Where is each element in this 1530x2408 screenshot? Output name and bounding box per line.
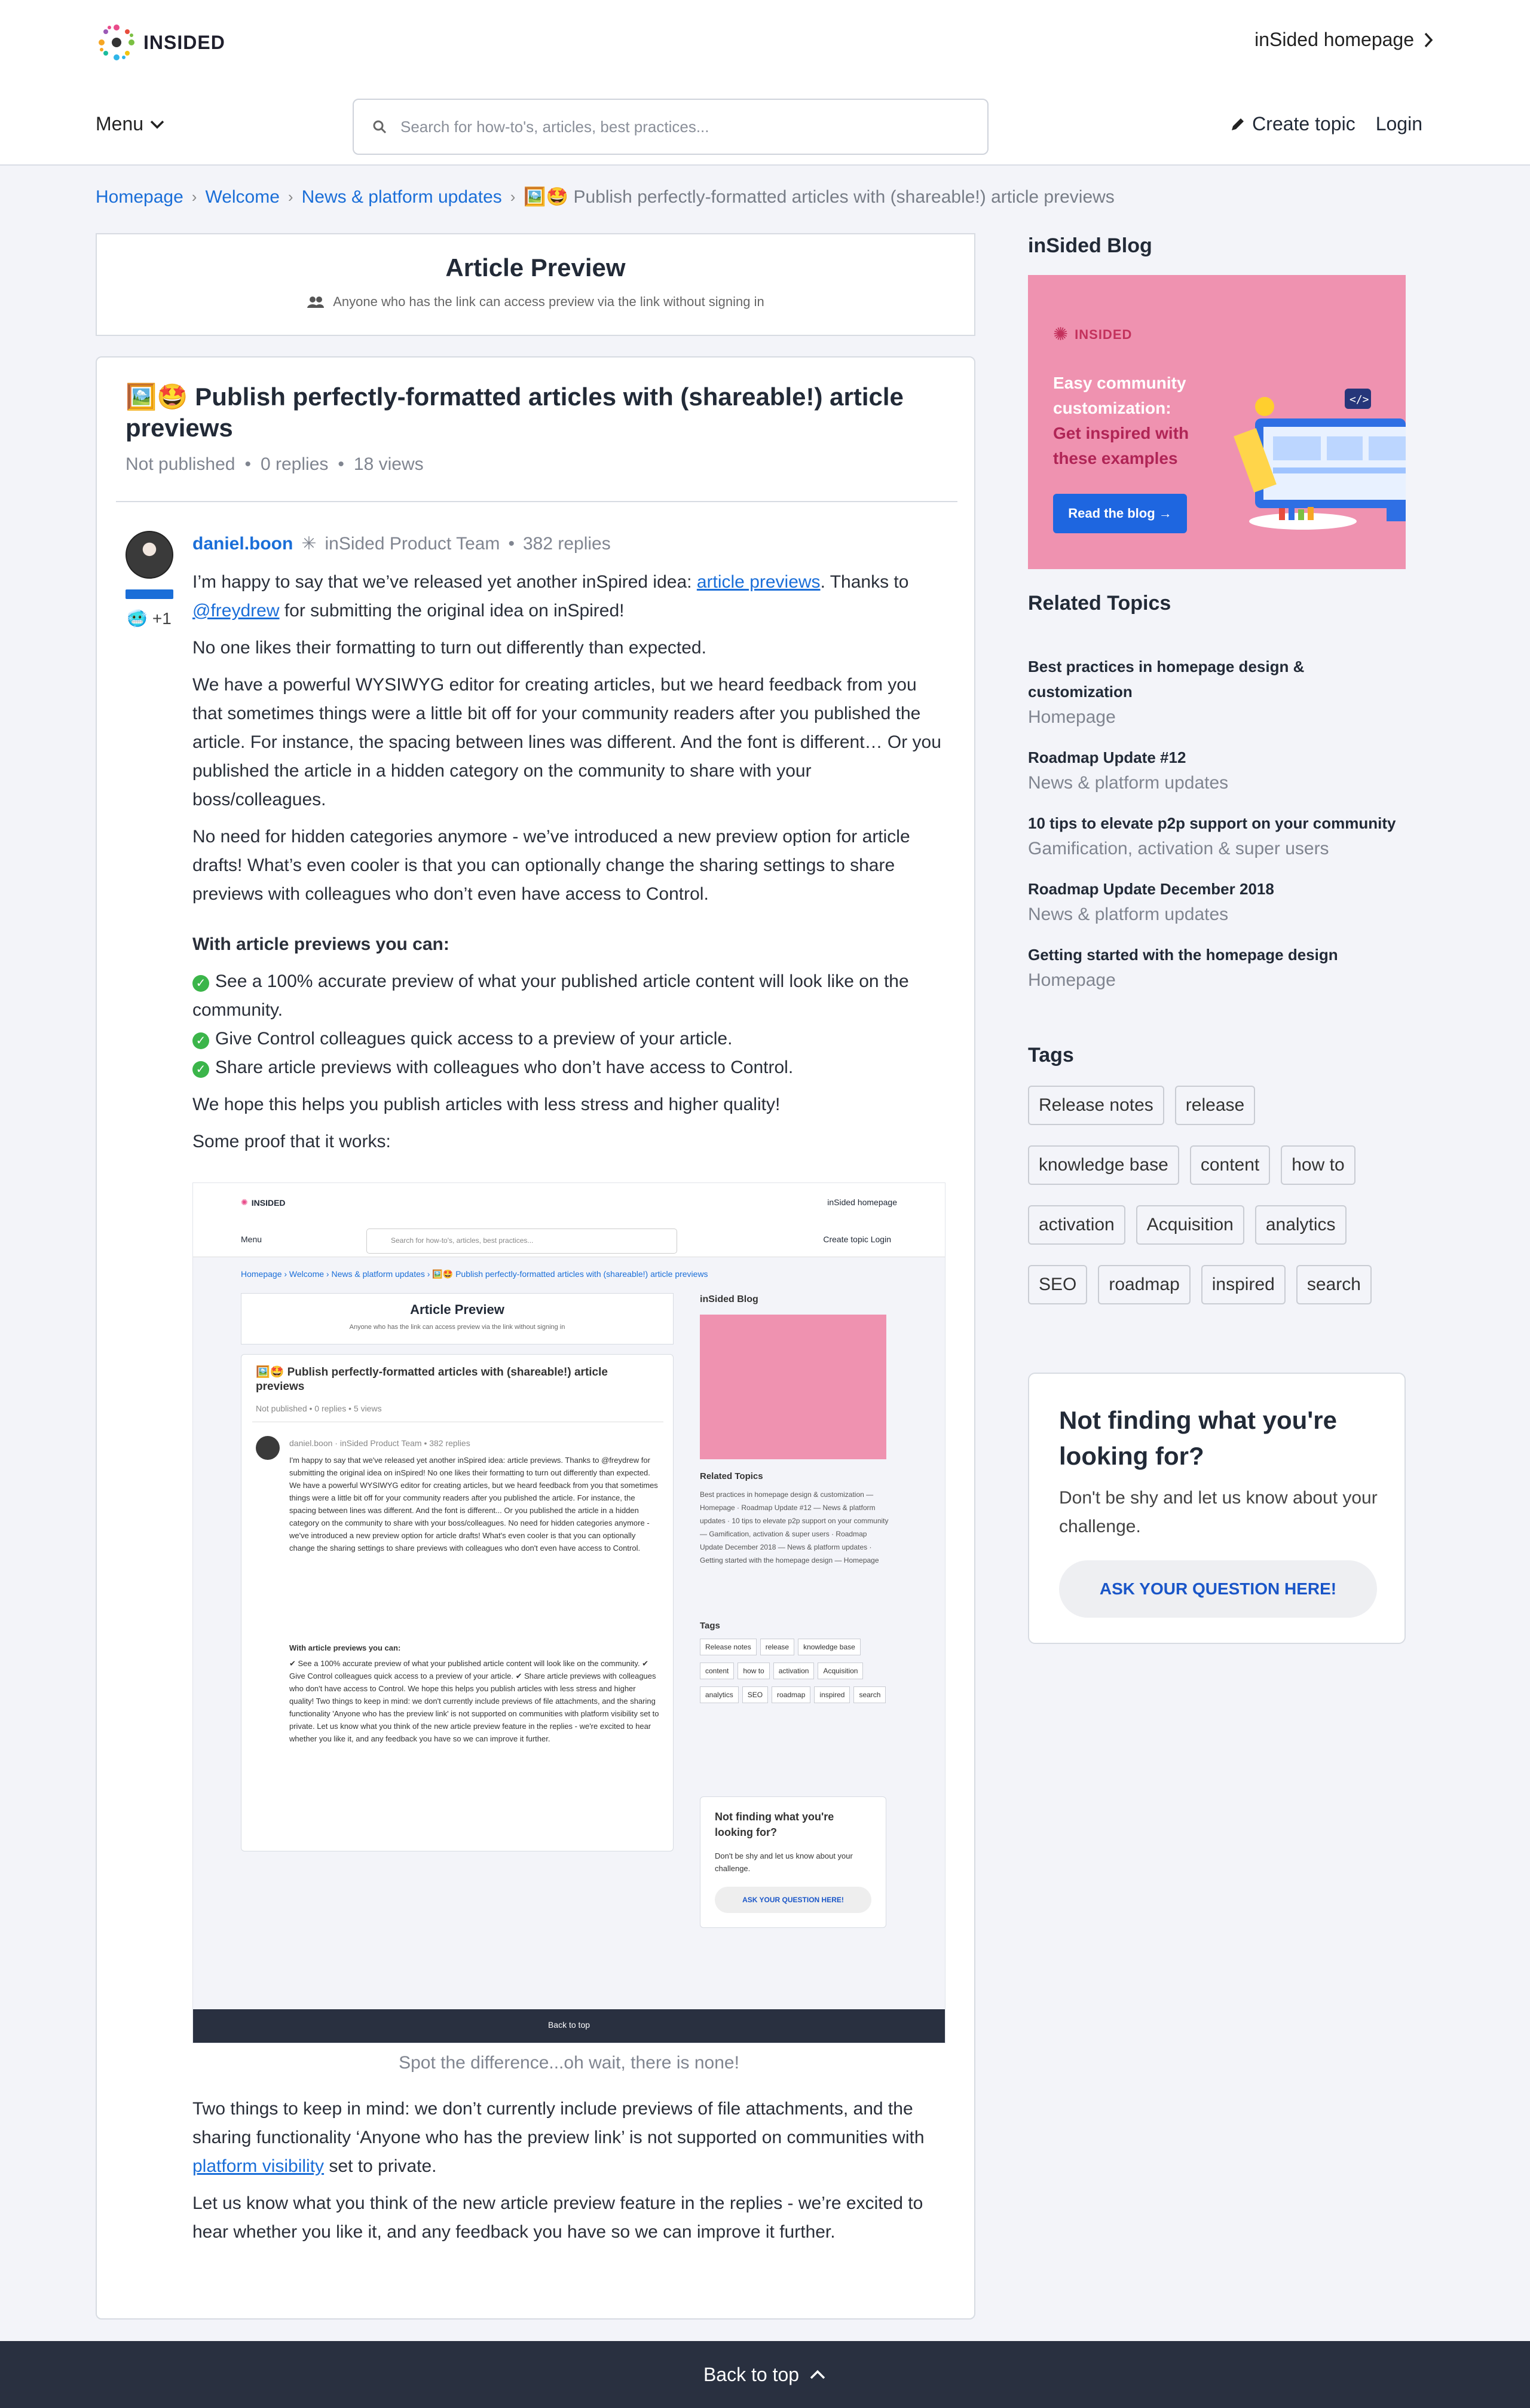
text: I’m happy to say that we’ve released yet another inSpired idea:	[192, 572, 697, 592]
breadcrumb	[96, 187, 1115, 207]
blog-logo	[1053, 324, 1132, 345]
screenshot-caption: Spot the difference...oh wait, there is none!	[399, 2053, 739, 2073]
mini-tag: SEO	[742, 1686, 768, 1703]
homepage-link-label: inSided homepage	[1254, 29, 1414, 50]
login-button[interactable]: Login	[1375, 113, 1422, 135]
mini-preview-note: Anyone who has the link can access preview via the link without signing in	[349, 1324, 565, 1331]
paragraph	[192, 568, 945, 625]
tag-activation[interactable]: activation	[1028, 1205, 1125, 1245]
article-preview-banner	[96, 233, 975, 336]
related-topic-category[interactable]: News & platform updates	[1028, 904, 1229, 924]
reaction-count[interactable]	[127, 609, 172, 628]
text: Two things to keep in mind: we don’t currently include previews of file attachments, and the sharing functionality ‘Anyone who has the preview link’ is not supported on communities with	[192, 2099, 925, 2147]
tag-release[interactable]: release	[1175, 1086, 1255, 1125]
read-blog-button[interactable]: Read the blog →	[1053, 494, 1187, 533]
related-topic[interactable]	[1028, 876, 1410, 928]
mini-nav-right: Create topic Login	[823, 1234, 891, 1244]
list-item	[192, 967, 945, 1025]
article-previews-link[interactable]: article previews	[696, 572, 821, 592]
article-title: 🖼️🤩 Publish perfectly-formatted articles with (shareable!) article previews	[126, 383, 904, 442]
check-icon: ✓	[192, 975, 209, 992]
mini-header	[193, 1183, 945, 1257]
related-topic-category[interactable]: Homepage	[1028, 970, 1116, 990]
breadcrumb-current: 🖼️🤩 Publish perfectly-formatted articles with (shareable!) article previews	[524, 187, 1115, 207]
breadcrumb-homepage[interactable]: Homepage	[96, 187, 183, 207]
paragraph: We hope this helps you publish articles with less stress and higher quality!	[192, 1095, 781, 1114]
related-topic-category[interactable]: News & platform updates	[1028, 773, 1229, 793]
blog-logo-text: INSIDED	[1075, 326, 1133, 342]
back-to-top-label: Back to top	[703, 2363, 800, 2385]
list-item-text: Share article previews with colleagues who don’t have access to Control.	[215, 1058, 794, 1077]
breadcrumb-news[interactable]: News & platform updates	[301, 187, 502, 207]
meta-dot: •	[338, 454, 344, 474]
tag-acquisition[interactable]: Acquisition	[1136, 1205, 1244, 1245]
mini-body: I'm happy to say that we've released yet another inSpired idea: article previews. Thanks to @freydrew for submitting the original idea on inSpired! No one likes their formatting to turn out differently than expected. We have a powerful WYSIWYG editor for creating articles, but we heard feedback from you that sometimes things were a little bit off for your community readers after you published the article. For instance, the spacing between lines was different. And the font is different... Or you published the article in a hidden category on the community to share with your boss/colleagues. No need for hidden categories anymore - we've introduced a new preview option for article drafts! What's even cooler is that you can optionally change the sharing settings to share previews with colleagues who don't even have access to Control.	[289, 1456, 658, 1553]
mini-tag: knowledge base	[798, 1639, 861, 1655]
ask-text: Don't be shy and let us know about your challenge.	[1059, 1488, 1378, 1536]
list-item	[192, 1053, 945, 1082]
team-icon: ✳	[301, 534, 317, 554]
svg-text:</>: </>	[1350, 393, 1369, 406]
divider	[116, 501, 957, 502]
tag-release-notes[interactable]: Release notes	[1028, 1086, 1164, 1125]
mini-article	[241, 1354, 674, 1851]
article-body	[192, 568, 945, 1165]
tag-search[interactable]: search	[1296, 1265, 1372, 1304]
mini-logo-icon: ✺	[241, 1197, 248, 1207]
related-topic-title[interactable]: Roadmap Update December 2018	[1028, 880, 1274, 898]
mini-related-list: Best practices in homepage design & customization — Homepage · Roadmap Update #12 — News & platform updates · 10 tips to elevate p2p support on your community — Gamification, activation & super users · Roadmap Update December 2018 — News & platform updates · Getting started with the homepage design — Homepage	[700, 1490, 889, 1564]
meta-dot: •	[508, 533, 515, 554]
mini-related-heading: Related Topics	[700, 1471, 763, 1481]
ask-title: Not finding what you're looking for?	[1059, 1406, 1337, 1470]
rank-badge	[126, 589, 173, 599]
mini-back-to-top: Back to top	[193, 2009, 945, 2043]
related-topics-heading: Related Topics	[1028, 592, 1171, 615]
related-topic-title[interactable]: Best practices in homepage design & customization	[1028, 658, 1305, 701]
mini-logo	[241, 1197, 286, 1208]
tags-heading: Tags	[1028, 1044, 1074, 1067]
tag-analytics[interactable]: analytics	[1255, 1205, 1347, 1245]
mention-link[interactable]: @freydrew	[192, 601, 280, 621]
tag-inspired[interactable]: inspired	[1201, 1265, 1286, 1304]
tag-cloud	[1028, 1086, 1410, 1325]
mini-breadcrumb: Homepage › Welcome › News & platform updates › 🖼️🤩 Publish perfectly-formatted articles with (shareable!) article previews	[241, 1269, 708, 1279]
pencil-icon	[1229, 116, 1246, 133]
article-status: Not published	[126, 454, 235, 474]
reaction-count-label: +1	[152, 609, 172, 628]
search-box[interactable]	[353, 99, 989, 155]
preview-note: Anyone who has the link can access preview via the link without signing in	[333, 294, 764, 309]
mini-menu: Menu	[241, 1234, 262, 1244]
related-topic[interactable]	[1028, 745, 1410, 796]
related-topic-title[interactable]: 10 tips to elevate p2p support on your community	[1028, 814, 1396, 832]
meta-dot: •	[244, 454, 251, 474]
create-topic-button[interactable]	[1229, 113, 1355, 135]
mini-blog-heading: inSided Blog	[700, 1294, 758, 1304]
related-topics-list	[1028, 654, 1410, 1008]
homepage-link[interactable]	[1254, 29, 1434, 51]
create-topic-label: Create topic	[1252, 113, 1355, 135]
paragraph: Some proof that it works:	[192, 1132, 391, 1151]
preview-title: Article Preview	[445, 253, 626, 282]
paragraph	[192, 2095, 945, 2181]
mini-tag: activation	[773, 1663, 815, 1679]
mini-list: ✔ See a 100% accurate preview of what your published article content will look like on the community. ✔ Give Control colleagues quick access to a preview of your article. ✔ Share article previews with colleagues who don't have access to Control. We hope this helps you publish articles with less stress and higher quality! Two things to keep in mind: we don't currently include previews of file attachments, and the sharing functionality 'Anyone who has the preview link' is not supported on communities with platform visibility set to private. Let us know what you think of the new article preview feature in the replies - we're excited to hear whether you like it, and any feedback you have so we can improve it further.	[289, 1659, 659, 1743]
logo[interactable]	[96, 22, 225, 63]
related-topic[interactable]	[1028, 942, 1410, 994]
back-to-top-button[interactable]	[0, 2341, 1530, 2408]
paragraph: No need for hidden categories anymore - we’ve introduced a new preview option for article drafts! What’s even cooler is that you can optionally change the sharing settings to share previews with colleagues who don’t even have access to Control.	[192, 827, 910, 904]
mini-tags-heading: Tags	[700, 1621, 720, 1631]
mini-preview-title: Article Preview	[410, 1302, 504, 1317]
mini-tag: content	[700, 1663, 734, 1679]
top-bar	[0, 0, 1530, 87]
text: for submitting the original idea on inSpired!	[279, 601, 625, 621]
mini-preview-box	[241, 1293, 674, 1344]
mini-tag: search	[853, 1686, 886, 1703]
insided-logo-icon	[96, 22, 137, 63]
mini-ask-title: Not finding what you're looking for?	[715, 1811, 834, 1838]
text: set to private.	[324, 2156, 437, 2176]
menu-label: Menu	[96, 113, 144, 135]
logo-text: INSIDED	[143, 31, 225, 53]
blog-illustration-icon	[1219, 329, 1406, 556]
author-line	[192, 533, 611, 554]
mini-blog-card	[700, 1315, 886, 1459]
blog-subheadline: Get inspired with these examples	[1053, 424, 1189, 467]
mini-home-link: inSided homepage	[827, 1197, 897, 1207]
mini-ask-text: Don't be shy and let us know about your challenge.	[715, 1851, 853, 1873]
related-topic[interactable]	[1028, 811, 1410, 862]
author-team: inSided Product Team	[325, 533, 500, 554]
article-replies: 0 replies	[260, 454, 329, 474]
author-replies: 382 replies	[522, 533, 611, 554]
related-topic-category[interactable]: Gamification, activation & super users	[1028, 839, 1329, 858]
mini-list-head: With article previews you can:	[289, 1643, 401, 1652]
article-body-end	[192, 2095, 945, 2255]
breadcrumb-separator-icon: ›	[510, 188, 516, 206]
author-name[interactable]: daniel.boon	[192, 533, 293, 554]
chevron-down-icon	[149, 118, 165, 130]
tag-seo[interactable]: SEO	[1028, 1265, 1087, 1304]
chevron-right-icon	[1422, 31, 1434, 49]
blog-banner[interactable]	[1028, 275, 1406, 569]
preview-note-row	[97, 294, 974, 310]
breadcrumb-separator-icon: ›	[287, 188, 293, 206]
list-heading: With article previews you can:	[192, 934, 449, 954]
mini-avatar	[256, 1436, 280, 1460]
list-item	[192, 1025, 945, 1053]
blog-logo-icon: ✺	[1053, 325, 1069, 344]
mini-search: Search for how-to's, articles, best practices...	[366, 1229, 677, 1254]
mini-meta: Not published • 0 replies • 5 views	[256, 1404, 382, 1413]
mini-tags	[700, 1639, 891, 1710]
tag-how-to[interactable]: how to	[1281, 1145, 1355, 1185]
menu-button[interactable]	[96, 113, 165, 135]
related-topic[interactable]	[1028, 654, 1410, 731]
check-icon: ✓	[192, 1032, 209, 1049]
related-topic-title[interactable]: Roadmap Update #12	[1028, 748, 1186, 766]
tag-roadmap[interactable]: roadmap	[1098, 1265, 1190, 1304]
chevron-up-icon	[809, 2368, 827, 2381]
avatar[interactable]	[126, 531, 173, 579]
blog-headline: Easy community customization:	[1053, 374, 1186, 417]
mini-ask-card	[700, 1796, 886, 1928]
search-input[interactable]	[400, 118, 938, 136]
nav-bar	[0, 87, 1530, 166]
mini-tag: analytics	[700, 1686, 739, 1703]
ask-question-button[interactable]: ASK YOUR QUESTION HERE!	[1059, 1560, 1377, 1618]
mini-tag: inspired	[814, 1686, 850, 1703]
mini-tag: Acquisition	[818, 1663, 863, 1679]
related-topic-category[interactable]: Homepage	[1028, 707, 1116, 727]
mini-author: daniel.boon · inSided Product Team • 382 replies	[289, 1438, 470, 1448]
mini-logo-text: INSIDED	[251, 1197, 286, 1208]
check-icon: ✓	[192, 1061, 209, 1078]
breadcrumb-welcome[interactable]: Welcome	[205, 187, 280, 207]
search-icon	[372, 119, 387, 135]
tag-content[interactable]: content	[1190, 1145, 1270, 1185]
article-views: 18 views	[353, 454, 424, 474]
article-meta	[126, 454, 424, 475]
paragraph: Let us know what you think of the new article preview feature in the replies - we’re excited to hear whether you like it, and any feedback you have so we can improve it further.	[192, 2193, 923, 2242]
list-item-text: See a 100% accurate preview of what your published article content will look like on the community.	[192, 971, 909, 1020]
mini-tag: roadmap	[772, 1686, 810, 1703]
people-icon	[307, 295, 325, 308]
paragraph: No one likes their formatting to turn out differently than expected.	[192, 638, 706, 658]
breadcrumb-separator-icon: ›	[191, 188, 197, 206]
mini-title: 🖼️🤩 Publish perfectly-formatted articles with (shareable!) article previews	[256, 1366, 608, 1393]
mini-tag: Release notes	[700, 1639, 757, 1655]
mini-ask-button: ASK YOUR QUESTION HERE!	[715, 1887, 871, 1913]
mini-tag: release	[760, 1639, 794, 1655]
mini-tag: how to	[738, 1663, 769, 1679]
tag-knowledge-base[interactable]: knowledge base	[1028, 1145, 1179, 1185]
list-item-text: Give Control colleagues quick access to a preview of your article.	[215, 1029, 733, 1049]
paragraph: We have a powerful WYSIWYG editor for creating articles, but we heard feedback from you that sometimes things were a little bit off for your community readers after you published the article. For instance, the spacing between lines was different. And the font is different… Or you published the article in a hidden category on the community to share with your boss/colleagues.	[192, 675, 941, 809]
text: . Thanks to	[820, 572, 909, 592]
blog-heading: inSided Blog	[1028, 234, 1152, 257]
ask-question-card	[1028, 1373, 1406, 1644]
related-topic-title[interactable]: Getting started with the homepage design	[1028, 946, 1338, 964]
proof-screenshot	[192, 1182, 945, 2043]
emoji-icon: 🥶	[127, 609, 148, 628]
platform-visibility-link[interactable]: platform visibility	[192, 2156, 325, 2176]
article-card	[96, 356, 975, 2320]
